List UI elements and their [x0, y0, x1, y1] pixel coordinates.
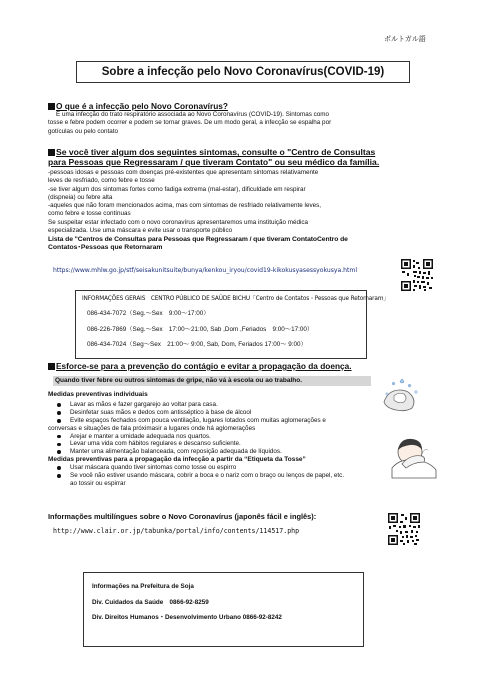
- section2-line: -pessoas idosas e pessoas com doenças pré-existentes que apresentam sintomas relativamente: [48, 169, 319, 176]
- section2-line: -se tiver algum dos sintomas fortes como fadiga extrema (mal-estar), dificuldade em respirar: [48, 185, 306, 193]
- multilingual-title: Informações multilíngues sobre o Novo Coronavírus (japonês fácil e inglês):: [48, 512, 317, 521]
- etiquette-title: Medidas preventivas para a propagação da infecção a partir da “Etiqueta da Tosse”: [48, 456, 306, 464]
- highlight-text: Quando tiver febre ou outros sintomas de gripe, não vá à escola ou ao trabalho.: [55, 377, 303, 384]
- square-bullet-icon: [48, 363, 55, 370]
- list-item: Manter uma alimentação balanceada, com reposição adequada de líquidos.: [48, 448, 388, 456]
- section2-line: como febre e tosse contínuas: [48, 210, 131, 218]
- phone-row: 086-434-7024（Seg～Sex 21:00～ 9:00, Sab, Dom, Feriados 17:00～ 9:00）: [87, 341, 307, 348]
- prefecture-line: Div. Cuidados da Saúde 0866-92-8259: [92, 598, 209, 606]
- section1-text: [48, 111, 418, 136]
- page-title: Sobre a infecção pelo Novo Coronavírus(COVID-19): [76, 61, 410, 83]
- qr-code-mhlw: [400, 258, 434, 292]
- square-bullet-icon: [48, 103, 55, 110]
- square-bullet-icon: [48, 149, 55, 156]
- phone-row: 086-226-7869（Seg.～Sex 17:00～21:00, Sab ,Dom ,Feriados 9:00～17:00）: [87, 325, 314, 333]
- section1-line: É uma infecção do trato respiratório associada ao Novo Coronavírus (COVID-19). Sintomas como: [56, 111, 329, 118]
- prefecture-box: [83, 572, 364, 647]
- section2-line: (dispneia) ou febre alta: [48, 193, 113, 201]
- prefecture-title: Informações na Prefeitura de Soja: [92, 583, 194, 590]
- section2-line: leves de resfriado, como febre e tosse: [48, 177, 155, 185]
- prefecture-line: Div. Direitos Humanos・Desenvolvimento Urbano 0866-92-8242: [92, 614, 282, 621]
- section2-heading: Se você tiver algum dos seguintes sintomas, consulte o "Centro de Consultas para Pessoas que Regressaram / que tiveram Contato" ou seu médico da família.: [48, 147, 380, 167]
- section2-line: Se suspeitar estar infectado com o novo coronavírus apresentaremos uma instituição médica: [48, 218, 309, 226]
- list-item: Usar máscara quando tiver sintomas como tosse ou espirro: [48, 464, 388, 472]
- list-item: Arejar e manter a umidade adequada nos quartos.: [48, 433, 388, 441]
- list-item: Levar uma vida com hábitos regulares e descanso suficiente.: [48, 440, 388, 448]
- language-label: ポルトガル語: [384, 35, 426, 43]
- info-box: [75, 290, 389, 359]
- section3-heading: Esforce-se para a prevenção do contágio e evitar a propagação da doença.: [48, 361, 352, 371]
- individual-measures-title: Medidas preventivas individuais: [48, 391, 148, 398]
- phone-row: 086-434-7072（Seg.～Sex 9:00～17:00）: [87, 310, 210, 317]
- list-item-continuation: ao tossir ou espirrar: [70, 479, 126, 487]
- consultation-list-title: Lista de "Centros de Consultas para Pessoas que Regressaram / que tiveram ContatoCentro de Contatos･Pessoas que Retornaram: [48, 236, 348, 252]
- individual-measures: [48, 391, 388, 488]
- list-item-continuation: conversas e situações de fala próximasir a lugares onde há aglomerações: [48, 424, 256, 432]
- section2-line: especializada. Use uma máscara e evite usar o transporte público: [48, 227, 233, 235]
- qr-code-clair: [387, 512, 421, 546]
- list-item: Lavar as mãos e fazer gargarejo ao voltar para casa.: [48, 401, 388, 409]
- list-item: Evite espaços fechados com pouca ventilação, lugares lotados com muitas aglomerações e: [48, 417, 388, 425]
- section1-line: gotículas ou pelo contato: [48, 127, 119, 135]
- section2-line: -aqueles que não foram mencionados acima, mas com sintomas de resfriado relativamente leves,: [48, 202, 321, 210]
- clair-link[interactable]: http://www.clair.or.jp/tabunka/portal/info/contents/114517.php: [53, 527, 300, 535]
- list-item: Se você não estiver usando máscara, cobrir a boca e o nariz com o braço ou lenços de papel, etc.: [48, 472, 388, 480]
- list-item: Desinfetar suas mãos e dedos com antisséptico à base de álcool: [48, 409, 388, 417]
- cough-etiquette-illustration: [388, 434, 440, 480]
- section1-heading: O que é a infecção pelo Novo Coronavírus?: [48, 101, 228, 111]
- section2-text: [48, 169, 418, 235]
- info-box-header: INFORMAÇÕES GERAIS CENTRO PÚBLICO DE SAÚDE BICHU「Centro de Contatos・Pessoas que Retornaram」: [82, 296, 389, 302]
- section1-line: tosse e febre podem ocorrer e podem se tornar graves. De um modo geral, a infecção se espalha por: [48, 119, 332, 127]
- mhlw-link[interactable]: https://www.mhlw.go.jp/stf/seisakunitsuite/bunya/kenkou_iryou/covid19-kikokusyasessyokusya.html: [53, 267, 358, 274]
